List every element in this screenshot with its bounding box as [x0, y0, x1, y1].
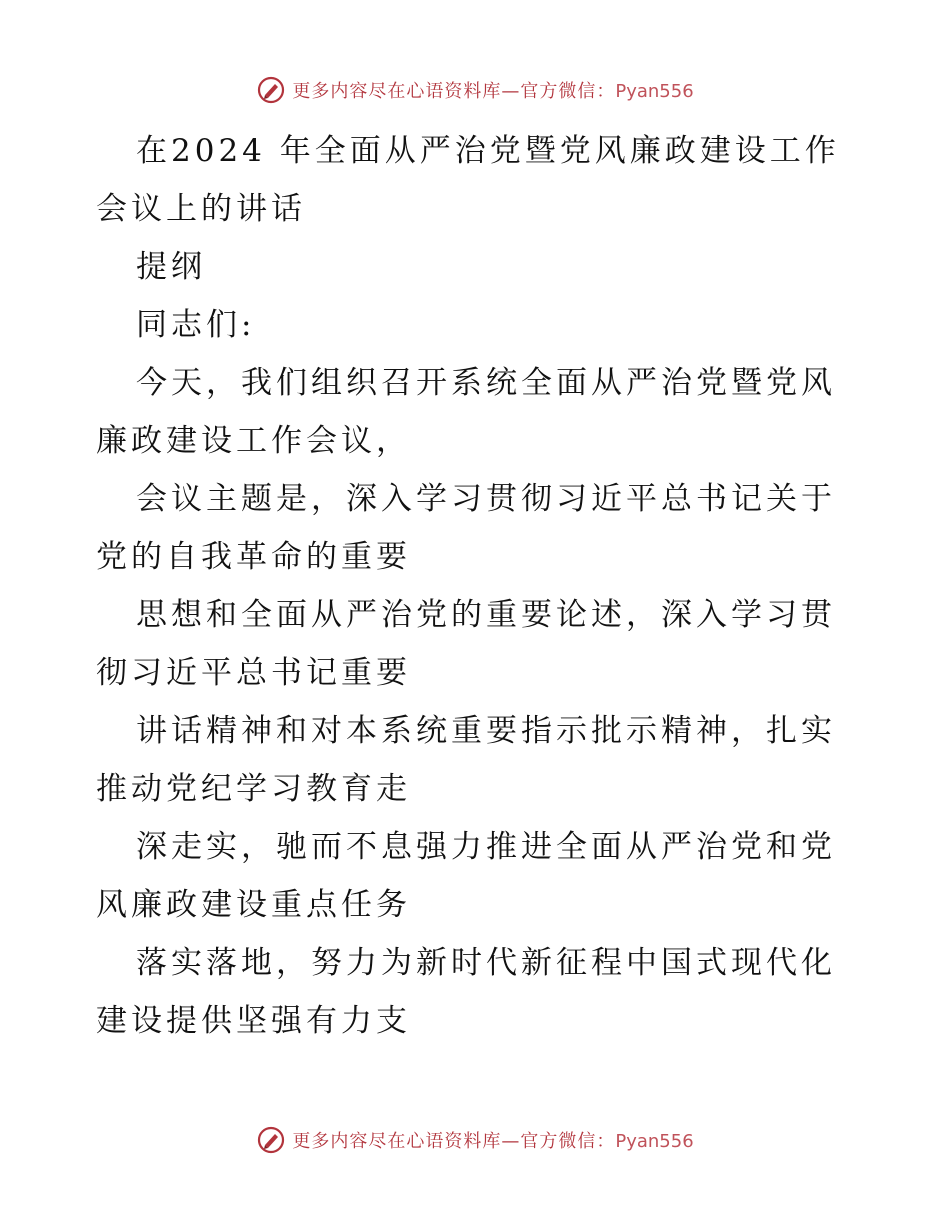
paragraph-body: 深走实，驰而不息强力推进全面从严治党和党风廉政建设重点任务 [96, 829, 836, 923]
paragraph-body: 今天，我们组织召开系统全面从严治党暨党风廉政建设工作会议， [96, 365, 836, 459]
paragraph-salutation: 同志们: [136, 307, 256, 343]
header-watermark [0, 70, 950, 110]
paragraph-body: 讲话精神和对本系统重要指示批示精神，扎实推动党纪学习教育走 [96, 713, 836, 807]
pen-logo-icon [256, 1125, 286, 1155]
footer-watermark [0, 1120, 950, 1160]
watermark-text: 更多内容尽在心语资料库—官方微信：Pyan556 [292, 81, 694, 102]
pen-logo-icon [256, 75, 286, 105]
document-body [96, 122, 856, 1050]
paragraph-title: 在2024 年全面从严治党暨党风廉政建设工作会议上的讲话 [96, 133, 840, 227]
paragraph-body: 落实落地，努力为新时代新征程中国式现代化建设提供坚强有力支 [96, 945, 836, 1039]
paragraph-body: 思想和全面从严治党的重要论述，深入学习贯彻习近平总书记重要 [96, 597, 836, 691]
paragraph-body: 会议主题是，深入学习贯彻习近平总书记关于党的自我革命的重要 [96, 481, 836, 575]
watermark-text: 更多内容尽在心语资料库—官方微信：Pyan556 [292, 1131, 694, 1152]
paragraph-outline: 提纲 [136, 249, 206, 285]
